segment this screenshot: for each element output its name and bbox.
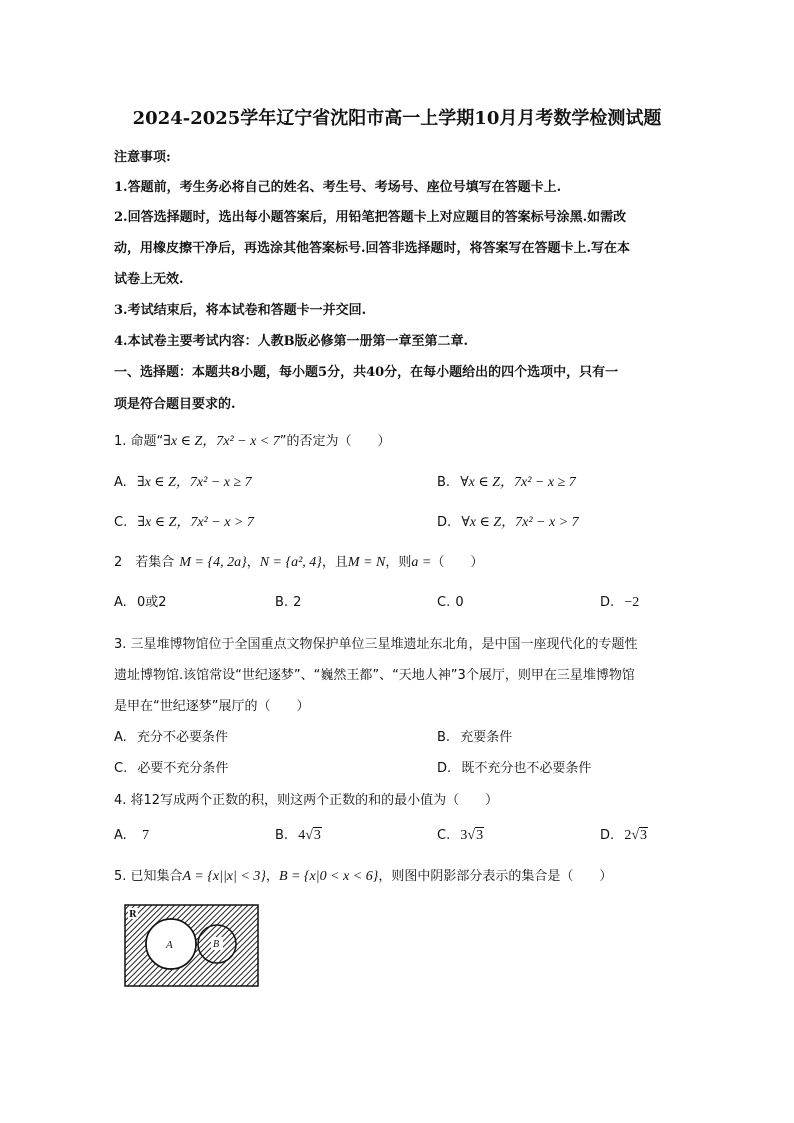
coefficient: 3 (460, 828, 468, 843)
notice-item-4: 4.本试卷主要考试内容：人教B版必修第一册第一章至第二章. (114, 334, 469, 349)
section-1-heading-cont: 项是符合题目要求的. (114, 397, 236, 412)
option-label: D. (600, 595, 615, 610)
unknown: a = (411, 555, 432, 570)
question-1-stem (114, 430, 391, 450)
radicand-value: 3 (476, 828, 484, 843)
set-m: M = {4, 2a} (179, 555, 247, 570)
option-label: C. (114, 515, 128, 530)
option-label: A. (114, 828, 127, 843)
question-4-option-d (600, 824, 648, 844)
notice-item-2-line-3: 试卷上无效. (114, 272, 184, 287)
option-label: C. (114, 761, 128, 776)
venn-diagram (124, 904, 260, 988)
option-label: B. (437, 730, 451, 745)
option-text: −2 (624, 595, 640, 610)
option-text: ∀x ∈ Z，7x² − x > 7 (461, 515, 579, 530)
radicand (475, 828, 484, 844)
question-3-line-1: 3. 三星堆博物馆位于全国重点文物保护单位三星堆遗址东北角，是中国一座现代化的专题性 (114, 637, 638, 652)
radical-sign: √ (305, 828, 313, 843)
notice-item-2-line-1: 2.回答选择题时，选出每小题答案后，用铅笔把答题卡上对应题目的答案标号涂黑.如需改 (114, 210, 627, 225)
option-text: 既不充分也不必要条件 (461, 761, 592, 776)
question-2-option-a (114, 591, 167, 610)
option-label: B. (437, 475, 451, 490)
notice-item-3: 3.考试结束后，将本试卷和答题卡一并交回. (114, 303, 367, 318)
page-title: 2024-2025学年辽宁省沈阳市高一上学期10月月考数学检测试题 (132, 108, 662, 129)
question-5-suffix: ，则图中阴影部分表示的集合是（ ） (378, 869, 613, 884)
option-label: B. (275, 595, 289, 610)
question-2-option-c (437, 591, 464, 610)
question-4-option-c (437, 824, 484, 844)
set-b: B = {x|0 < x < 6} (278, 869, 379, 884)
label-a: A (166, 939, 173, 951)
question-5-stem (114, 865, 612, 885)
question-1-math: ∃x ∈ Z，7x² − x < 7 (163, 434, 280, 449)
option-text: 充分不必要条件 (136, 730, 228, 745)
connector: ，且 (321, 555, 348, 570)
notice-heading: 注意事项: (114, 150, 171, 165)
option-text: 0或2 (136, 595, 167, 610)
question-3-option-b (437, 726, 512, 745)
condition: M = N (347, 555, 386, 570)
option-label: D. (437, 761, 452, 776)
question-2-option-d (600, 591, 639, 611)
question-2-prefix: 2 若集合 (114, 555, 175, 570)
option-text: 必要不充分条件 (137, 761, 229, 776)
option-text: 2 (293, 595, 302, 610)
question-2-suffix: （ ） (431, 555, 484, 570)
option-label: A. (114, 730, 127, 745)
set-n: N = {a², 4} (259, 555, 322, 570)
question-4-option-b (275, 824, 322, 844)
label-r: R (129, 910, 137, 920)
option-text: 7 (142, 828, 150, 843)
question-4-stem: 4. 将12写成两个正数的积，则这两个正数的和的最小值为（ ） (114, 793, 499, 808)
option-text: 0 (455, 595, 464, 610)
connector-2: ，则 (385, 555, 412, 570)
question-1-option-b (437, 471, 576, 491)
question-5-prefix: 5. 已知集合 (114, 869, 183, 884)
option-label: B. (275, 828, 289, 843)
label-b: B (213, 939, 220, 950)
question-1-prefix: 1. 命题“ (114, 434, 164, 449)
question-4-option-a (114, 824, 149, 844)
option-label: D. (600, 828, 615, 843)
notice-item-1: 1.答题前，考生务必将自己的姓名、考生号、考场号、座位号填写在答题卡上. (114, 180, 562, 195)
question-3-option-c (114, 757, 228, 776)
set-a: A = {x||x| < 3} (182, 869, 266, 884)
separator: ， (246, 555, 260, 570)
question-1-option-c (114, 511, 254, 531)
option-text: ∃x ∈ Z，7x² − x > 7 (137, 515, 254, 530)
question-3-option-a (114, 726, 228, 745)
radical-sign: √ (631, 828, 640, 843)
option-text: ∀x ∈ Z，7x² − x ≥ 7 (460, 475, 576, 490)
question-1-option-d (437, 511, 579, 531)
radicand-value: 3 (640, 828, 648, 843)
question-2-option-b (275, 591, 301, 610)
option-label: C. (437, 828, 451, 843)
option-label: A. (114, 595, 127, 610)
coefficient: 4 (298, 828, 306, 843)
notice-item-2-line-2: 动，用橡皮擦干净后，再选涂其他答案标号.回答非选择题时，将答案写在答题卡上.写在本 (114, 241, 631, 256)
option-label: D. (437, 515, 452, 530)
question-3-option-d (437, 757, 591, 776)
coefficient: 2 (624, 828, 632, 843)
question-3-line-3: 是甲在“世纪逐梦”展厅的（ ） (114, 699, 310, 714)
question-1-suffix: ”的否定为（ ） (279, 434, 391, 449)
separator: ， (265, 869, 279, 884)
question-3-line-2: 遗址博物馆.该馆常设“世纪逐梦”、“巍然王都”、“天地人神”3个展厅，则甲在三星堆博物馆 (114, 668, 635, 683)
section-1-heading: 一、选择题：本题共8小题，每小题5分，共40分，在每小题给出的四个选项中，只有一 (114, 365, 619, 380)
radicand (313, 828, 322, 844)
option-label: C. (437, 595, 451, 610)
radicand-value: 3 (313, 828, 321, 843)
option-text: 充要条件 (460, 730, 513, 745)
question-1-option-a (114, 471, 252, 491)
question-2-stem (114, 551, 483, 571)
radical-sign: √ (467, 828, 476, 843)
option-text: ∃x ∈ Z，7x² − x ≥ 7 (136, 475, 252, 490)
option-label: A. (114, 475, 127, 490)
radicand (639, 828, 648, 844)
